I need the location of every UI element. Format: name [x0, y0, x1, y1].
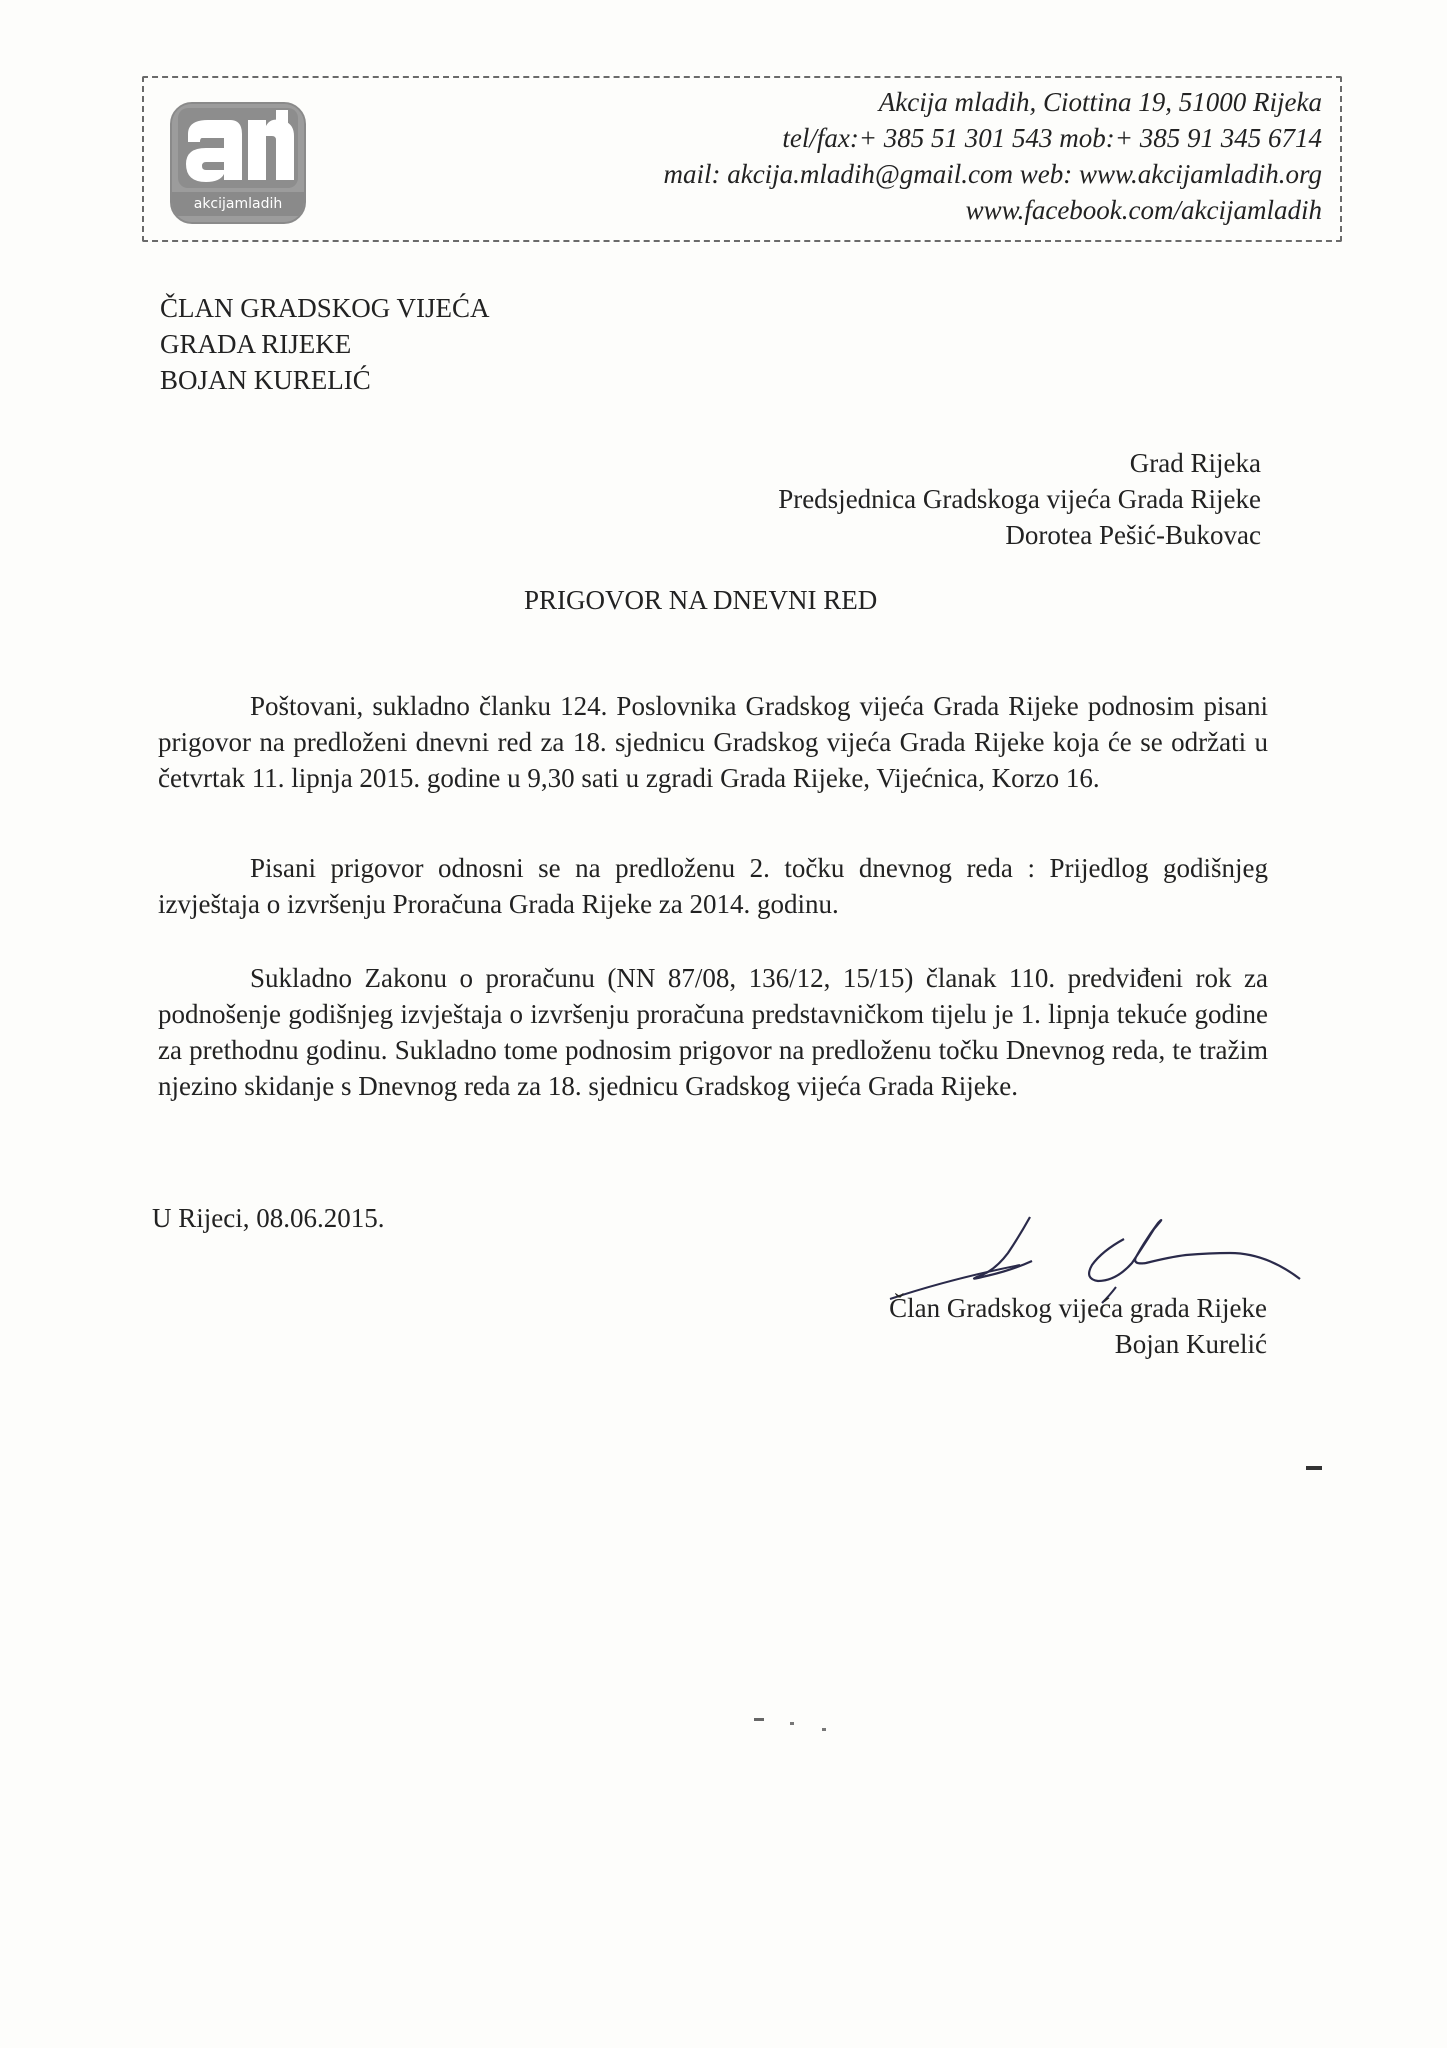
- recipient-line: Predsjednica Gradskoga vijeća Grada Rijeke: [778, 484, 1261, 514]
- recipient-line: Dorotea Pešić-Bukovac: [1005, 520, 1261, 550]
- contact-facebook: www.facebook.com/akcijamladih: [965, 195, 1322, 225]
- logo-wordmark: akcijamladih: [172, 192, 304, 216]
- paragraph-text: Sukladno Zakonu o proračunu (NN 87/08, 136/12, 15/15) članak 110. predviđeni rok za podnošenje godišnjeg izvještaja o izvršenju proračuna predstavničkom tijelu je 1. lipnja tekuće godine za prethodnu godinu. Sukladno tome podnosim prigovor na predloženu točku Dnevnog reda, te tražim njezino skidanje s Dnevnog reda za 18. sjednicu Gradskog vijeća Grada Rijeke.: [158, 963, 1268, 1101]
- document-title: PRIGOVOR NA DNEVNI RED: [524, 585, 878, 615]
- contact-phone: tel/fax:+ 385 51 301 543 mob:+ 385 91 345 6714: [782, 123, 1322, 153]
- scan-speck: [822, 1728, 826, 1731]
- place-and-date: U Rijeci, 08.06.2015.: [152, 1203, 385, 1233]
- signatory-name: Bojan Kurelić: [1114, 1329, 1267, 1359]
- body-paragraph: [158, 850, 1268, 922]
- body-paragraph: [158, 960, 1268, 1104]
- signature-block: [889, 1290, 1267, 1362]
- letterhead: [142, 76, 1342, 242]
- recipient-block: [778, 445, 1261, 553]
- organization-logo: [170, 102, 306, 224]
- paragraph-text: Pisani prigovor odnosni se na predloženu 2. točku dnevnog reda : Prijedlog godišnjeg izvještaja o izvršenju Proračuna Grada Rijeke za 2014. godinu.: [158, 853, 1268, 919]
- body-paragraph: [158, 688, 1268, 796]
- scan-speck: [754, 1718, 764, 1721]
- contact-address: Akcija mladih, Ciottina 19, 51000 Rijeka: [878, 87, 1322, 117]
- sender-line: ČLAN GRADSKOG VIJEĆA: [160, 293, 490, 323]
- contact-email-web: mail: akcija.mladih@gmail.com web: www.akcijamladih.org: [663, 159, 1322, 189]
- recipient-line: Grad Rijeka: [1129, 448, 1261, 478]
- sender-line: GRADA RIJEKE: [160, 329, 352, 359]
- sender-block: [160, 290, 490, 398]
- signatory-title: Član Gradskog vijeća grada Rijeke: [889, 1293, 1267, 1323]
- contact-info: [663, 84, 1322, 228]
- scan-speck: [1306, 1466, 1322, 1470]
- paragraph-text: Poštovani, sukladno članku 124. Poslovnika Gradskog vijeća Grada Rijeke podnosim pisani prigovor na predloženi dnevni red za 18. sjednicu Gradskog vijeća Grada Rijeke koja će se održati u četvrtak 11. lipnja 2015. godine u 9,30 sati u zgradi Grada Rijeke, Vijećnica, Korzo 16.: [158, 691, 1268, 793]
- sender-line: BOJAN KURELIĆ: [160, 365, 371, 395]
- scan-speck: [790, 1722, 794, 1725]
